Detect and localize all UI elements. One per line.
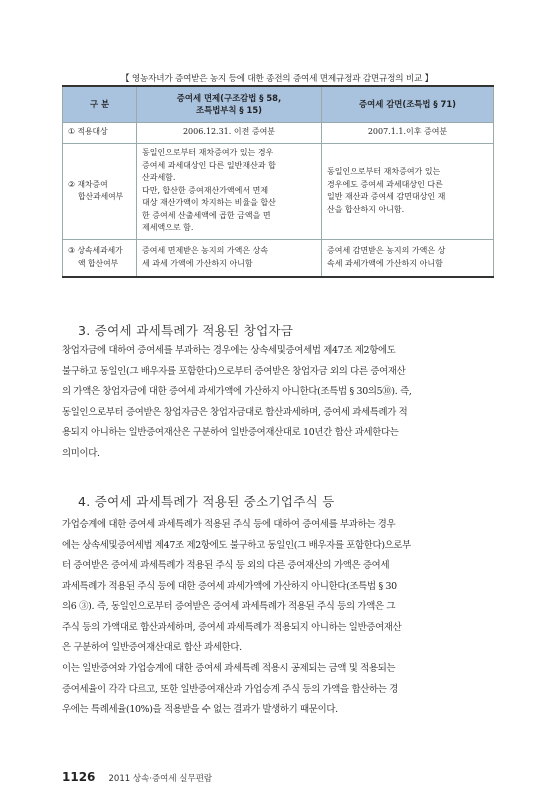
table-row [63,122,494,143]
header-exemption-line2: 조특법부칙 § 15) [196,105,262,116]
table-row [63,239,494,277]
row-reduction-cell: 동일인으로부터 재차증여가 있는 경우에도 증여세 과세대상인 다른 일반 재산과 증여세 감면대상인 재 산을 합산하지 아니함. [322,143,494,239]
table-row [63,143,494,239]
header-reduction: 증여세 감면(조특법 § 71) [322,86,494,122]
section-3-paragraph: 창업자금에 대하여 증여세를 부과하는 경우에는 상속세및증여세법 제47조 제2항에도 불구하고 동일인(그 배우자를 포함한다)으로부터 증여받은 창업자금 외의 다른 증여재산 의 가액은 창업자금에 대한 증여세 과세가액에 가산하지 아니한다(조특법 § 30의5⑩). 즉, 동일인으로부터 증여받은 창업자금은 창업자금대로 합산과세하며, 증여세 과세특례가 적 용되지 아니하는 일반증여재산은 구분하여 일반증여재산대로 10년간 합산 과세한다는 의미이다. [62,345,412,459]
header-category: 구 분 [63,86,137,122]
row-exemption-cell: 동일인으로부터 재차증여가 있는 경우 증여세 과세대상인 다른 일반재산과 합 산과세함. 다만, 합산한 증여재산가액에서 면제 대상 재산가액이 차지하는 비율을 합산 한 증여세 산출세액에 곱한 금액을 면 제세액으로 함. [137,143,322,239]
row-exemption-cell: 증여세 면제받은 농지의 가액은 상속 세 과세 가액에 가산하지 아니함 [137,239,322,277]
comparison-table [62,85,494,278]
table-header-row [63,86,494,122]
row-label: ② 재차증여 합산과세여부 [63,143,137,239]
book-title: 2011 상속·증여세 실무편람 [108,774,213,784]
row-exemption-cell: 2006.12.31. 이전 증여분 [137,122,322,143]
row-reduction-cell: 2007.1.1.이후 증여분 [322,122,494,143]
table-caption: 【 영농자녀가 증여받은 농지 등에 대한 종전의 증여세 면제규정과 감면규정의 비교 】 [121,74,433,84]
row-label: ③ 상속세과세가 액 합산여부 [63,239,137,277]
section-3-title: 3. 증여세 과세특례가 적용된 창업자금 [78,323,294,338]
header-exemption-line1: 증여세 면제(구조감법 § 58, [176,93,282,104]
row-label: ① 적용대상 [63,122,137,143]
section-4-paragraph-2: 이는 일반증여와 가업승계에 대한 증여세 과세특례 적용시 공제되는 금액 및 적용되는 증여세율이 각각 다르고, 또한 일반증여재산과 가업승계 주식 등의 가액을 합산하는 경 우에는 특례세율(10%)을 적용받을 수 없는 결과가 발생하기 때문이다. [62,663,398,715]
section-4-paragraph-1: 가업승계에 대한 증여세 과세특례가 적용된 주식 등에 대하여 증여세를 부과하는 경우 에는 상속세및증여세법 제47조 제2항에도 불구하고 동일인(그 배우자를 포함한다)으로부 터 증여받은 증여세 과세특례가 적용된 주식 등 외의 다른 증여재산의 가액은 증여세 과세특례가 적용된 주식 등에 대한 증여세 과세가액에 가산하지 아니한다(조특법 § 30 의6 ③). 즉, 동일인으로부터 증여받은 증여세 과세특례가 적용된 주식 등의 가액은 그 주식 등의 가액대로 합산과세하며, 증여세 과세특례가 적용되지 아니하는 일반증여재산 은 구분하여 일반증여재산대로 합산 과세한다. [62,519,411,653]
page-number: 1126 [62,770,96,784]
section-4-title: 4. 증여세 과세특례가 적용된 중소기업주식 등 [78,494,335,509]
page-footer [62,766,212,785]
header-exemption [137,86,322,122]
row-reduction-cell: 증여세 감면받은 농지의 가액은 상 속세 과세가액에 가산하지 아니함 [322,239,494,277]
